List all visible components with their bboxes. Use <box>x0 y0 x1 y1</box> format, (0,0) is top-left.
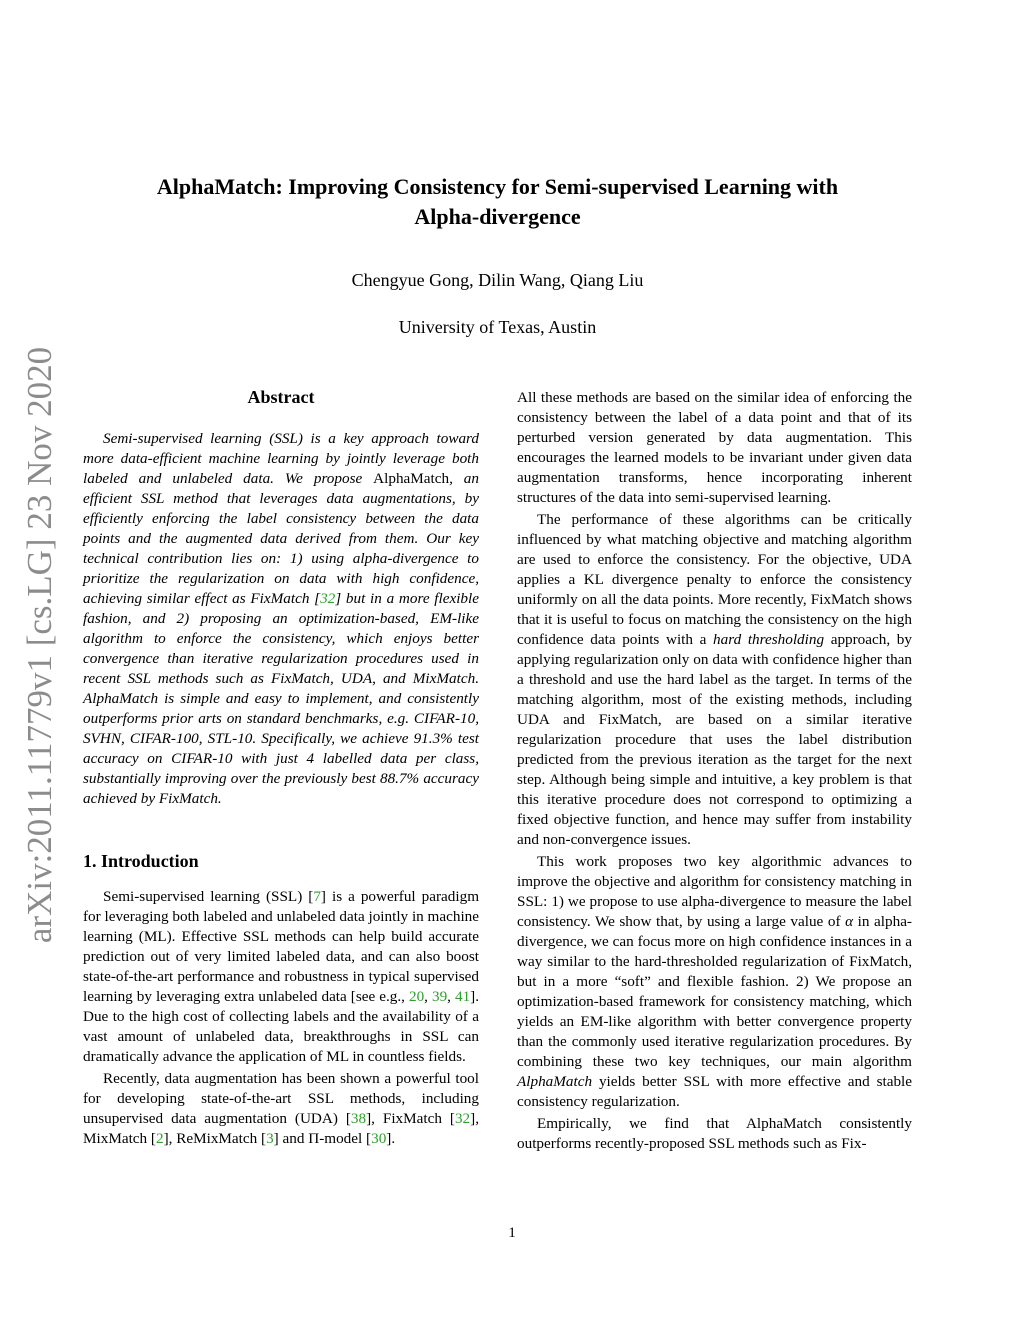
citation-link[interactable]: 7 <box>313 888 321 905</box>
citation-link[interactable]: 41 <box>454 988 471 1005</box>
authors: Chengyue Gong, Dilin Wang, Qiang Liu <box>351 270 644 290</box>
section-heading-introduction: 1. Introduction <box>83 851 199 871</box>
paragraph-text: ], FixMatch [ <box>366 1110 455 1127</box>
abstract-text-3: ] but in a more flexible fashion, and 2) proposing an optimization-based, EM-like algorithm to enforce the consistency, which enjoys better convergence than iterative regularization procedures used in recent SSL methods such as FixMatch, UDA, and MixMatch. AlphaMatch is simple and easy to implement, and consistently outperforms prior arts on standard benchmarks, e.g. CIFAR-10, SVHN, CIFAR-100, STL-10. Specifically, we achieve 91.3% test accuracy on CIFAR-10 with just 4 labelled data per class, substantially improving over the previously best 88.7% accuracy achieved by FixMatch. <box>83 590 479 807</box>
intro-paragraph-3: All these methods are based on the similar idea of enforcing the consistency between the label of a data point and that of its perturbed version generated by data augmentation. This encourages the learned models to be invariant under given data augmentation transforms, hence incorporating inherent structures of the data into semi-supervised learning. <box>517 389 912 506</box>
intro-paragraph-2 <box>83 1069 479 1149</box>
citation-link[interactable]: 38 <box>350 1110 367 1127</box>
paragraph-text: yields better SSL with more effective and stable consistency regularization. <box>517 1073 912 1110</box>
paragraph-text: ], MixMatch [ <box>83 1110 479 1147</box>
left-column <box>83 385 479 1151</box>
paragraph-text: ]. Due to the high cost of collecting labels and the availability of a vast amount of unlabeled data, breakthroughs in SSL can dramatically advance the application of ML in countless fields. <box>83 988 480 1065</box>
alpha-symbol: α <box>845 913 854 930</box>
paragraph-text: ] and Π-model [ <box>273 1130 372 1147</box>
emphasis-alphamatch: AlphaMatch <box>517 1073 593 1090</box>
intro-paragraph-5 <box>517 852 912 1112</box>
paragraph-text: ] is a powerful paradigm for leveraging both labeled and unlabeled data jointly in machine learning (ML). Effective SSL methods can help build accurate prediction out of very limited labeled data, and can also boost state-of-the-art performance and robustness in typical supervised learning by leveraging extra unlabeled data [see e.g., <box>83 888 480 1005</box>
intro-paragraph-4 <box>517 510 912 850</box>
abstract-heading: Abstract <box>247 387 315 407</box>
paragraph-text: ]. <box>386 1130 396 1147</box>
abstract-text-2: , an efficient SSL method that leverages data augmentations, by efficiently enforcing the label consistency between the data points and the augmented data derived from them. Our key technical contribution lies on: 1) using alpha-divergence to prioritize the regularization on data with high confidence, achieving similar effect as FixMatch [ <box>83 470 479 607</box>
affiliation: University of Texas, Austin <box>398 317 597 337</box>
arxiv-stamp <box>10 345 70 945</box>
abstract-body <box>83 429 479 809</box>
citation-link[interactable]: 32 <box>454 1110 471 1127</box>
intro-paragraph-1 <box>83 887 479 1067</box>
citation-link[interactable]: 3 <box>266 1130 274 1147</box>
citation-link[interactable]: 32 <box>320 590 336 607</box>
citation-link[interactable]: 20 <box>408 988 425 1005</box>
arxiv-stamp-text: arXiv:2011.11779v1 [cs.LG] 23 Nov 2020 <box>20 346 59 944</box>
paragraph-text: This work proposes two key algorithmic advances to improve the objective and algorithm for consistency matching in SSL: 1) we propose to use alpha-divergence to measure the label consistency. We show that, by using a large value of <box>517 853 912 930</box>
title-line-1: AlphaMatch: Improving Consistency for Semi-supervised Learning with <box>156 174 839 199</box>
right-column <box>517 388 912 1156</box>
citation-link[interactable]: 2 <box>155 1130 164 1147</box>
paragraph-text: Recently, data augmentation has been shown a powerful tool for developing state-of-the-art SSL methods, including unsupervised data augmentation (UDA) [ <box>83 1070 479 1127</box>
separator: , <box>424 988 432 1005</box>
paragraph-text: Semi-supervised learning (SSL) [ <box>103 888 314 905</box>
intro-paragraph-6: Empirically, we find that AlphaMatch consistently outperforms recently-proposed SSL methods such as Fix- <box>517 1115 912 1152</box>
abstract-method-name: AlphaMatch <box>373 470 450 487</box>
paragraph-text: ], ReMixMatch [ <box>163 1130 267 1147</box>
paragraph-text: The performance of these algorithms can be critically influenced by what matching objective and matching algorithm are used to enforce the consistency. For the objective, UDA applies a KL divergence penalty to enforce the consistency uniformly on all the data points. More recently, FixMatch shows that it is useful to focus on matching the consistency on the high confidence data points with a <box>517 511 912 648</box>
separator: , <box>447 988 455 1005</box>
page-number: 1 <box>508 1224 516 1241</box>
paragraph-text: in alpha-divergence, we can focus more on high confidence instances in a way similar to the hard-thresholded regularization of FixMatch, but in a more “soft” and flexible fashion. 2) We propose an optimization-based framework for consistency matching, which yields an EM-like algorithm with better convergence property than the commonly used iterative regularization procedures. By combining these two key techniques, our main algorithm <box>517 913 912 1070</box>
paper-title <box>100 172 895 232</box>
title-line-2: Alpha-divergence <box>414 204 581 229</box>
citation-link[interactable]: 39 <box>431 988 448 1005</box>
paragraph-text: approach, by applying regularization only on data with confidence higher than a threshold and use the hard label as the target. In terms of the matching algorithm, most of the existing methods, including UDA and FixMatch, are based on a similar iterative regularization procedure that uses the label distribution predicted from the previous iteration as the target for the next step. Although being simple and intuitive, a key problem is that this iterative procedure does not correspond to optimizing a fixed objective function, and hence may suffer from instability and non-convergence issues. <box>517 631 912 848</box>
abstract-text-1: Semi-supervised learning (SSL) is a key approach toward more data-efficient machine learning by jointly leverage both labeled and unlabeled data. We propose <box>83 430 479 487</box>
citation-link[interactable]: 30 <box>371 1130 387 1147</box>
emphasis-hard-thresholding: hard thresholding <box>713 631 825 648</box>
